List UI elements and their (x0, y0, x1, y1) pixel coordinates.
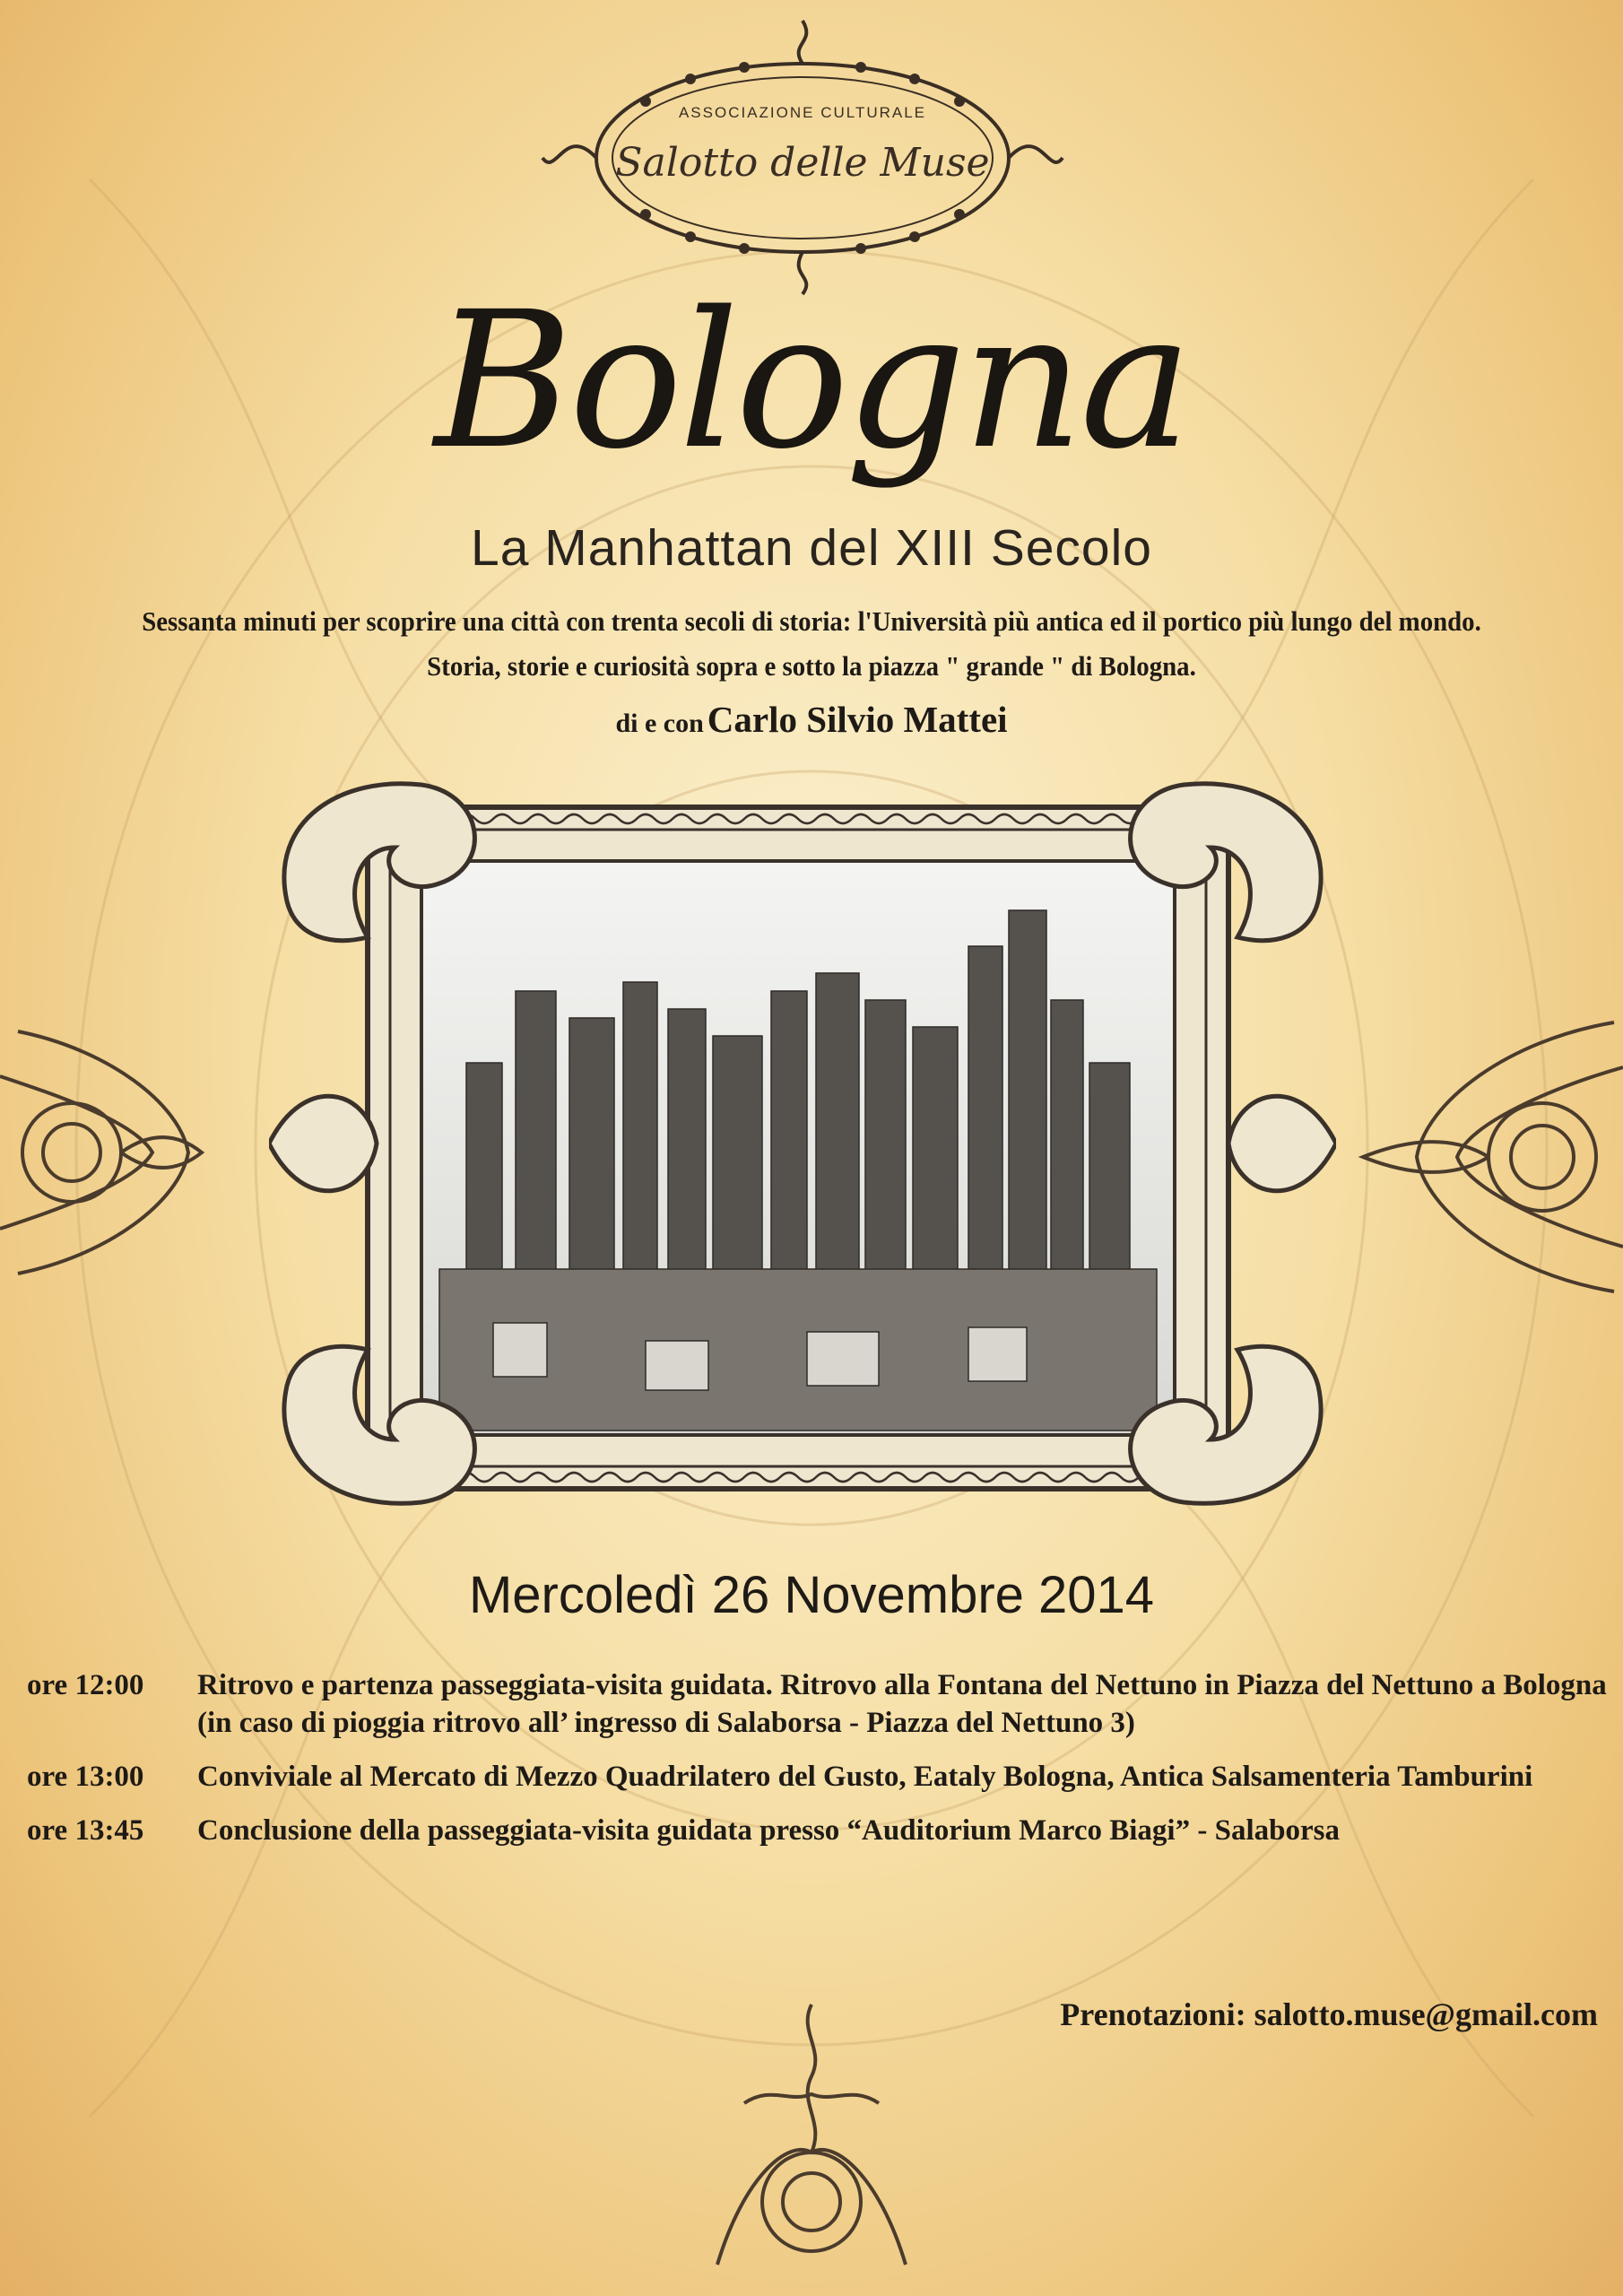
schedule (27, 1666, 1614, 1866)
description-line-1: Sessanta minuti per scoprire una città con trenta secoli di storia: l'Università più antica ed il portico più lungo del mondo. (142, 605, 1481, 637)
schedule-item (27, 1666, 1614, 1742)
left-ornament (0, 978, 206, 1327)
poster-subtitle: La Manhattan del XIII Secolo (471, 519, 1152, 577)
booking-contact: Prenotazioni: salotto.muse@gmail.com (1060, 1996, 1598, 2032)
ornate-picture-frame (269, 767, 1336, 1520)
schedule-time: ore 12:00 (27, 1669, 144, 1701)
right-ornament (1354, 969, 1623, 1345)
association-logo (538, 16, 1067, 299)
byline-name: Carlo Silvio Mattei (707, 699, 1008, 740)
logo-association-label: ASSOCIAZIONE CULTURALE (678, 104, 927, 121)
poster-title: Bologna (434, 271, 1189, 491)
byline-prefix: di e con (615, 709, 704, 738)
bottom-ornament (708, 1996, 915, 2296)
schedule-text: Conclusione della passeggiata-visita guidata presso “Auditorium Marco Biagi” - Salaborsa (197, 1814, 1340, 1847)
schedule-item (27, 1812, 1614, 1849)
schedule-text: Conviviale al Mercato di Mezzo Quadrilatero del Gusto, Eataly Bologna, Antica Salsamenteria Tamburini (197, 1761, 1533, 1793)
schedule-text: Ritrovo e partenza passeggiata-visita guidata. Ritrovo alla Fontana del Nettuno in Piazza del Nettuno a Bologna (in caso di pioggia ritrovo all’ ingresso di Salaborsa - Piazza del Nettuno 3) (197, 1669, 1607, 1739)
description-line-2: Storia, storie e curiosità sopra e sotto la piazza " grande " di Bologna. (427, 650, 1196, 682)
logo-name: Salotto delle Muse (615, 140, 990, 186)
byline (0, 698, 1623, 741)
schedule-item (27, 1758, 1614, 1796)
event-date: Mercoledì 26 Novembre 2014 (468, 1566, 1155, 1624)
schedule-time: ore 13:45 (27, 1814, 144, 1847)
schedule-time: ore 13:00 (27, 1761, 144, 1793)
